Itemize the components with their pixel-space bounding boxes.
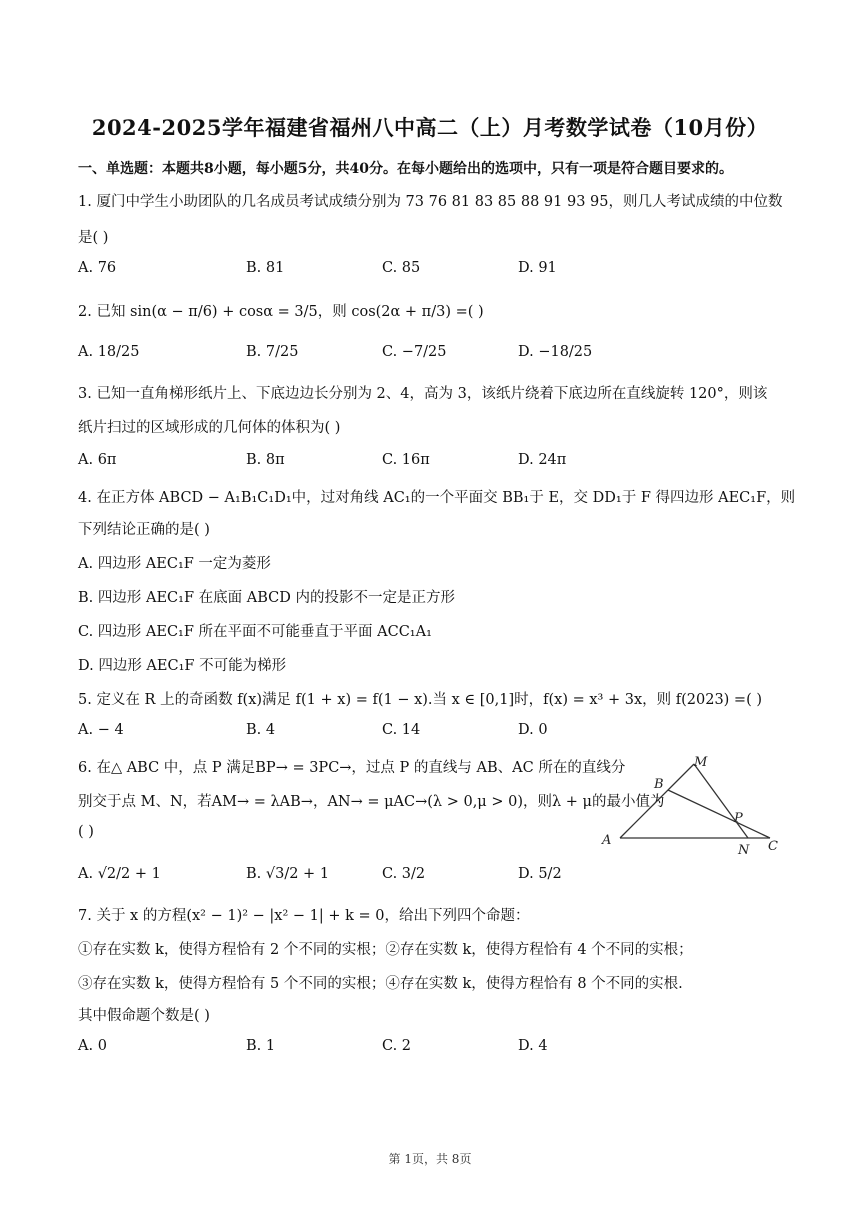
label-p: P: [734, 811, 743, 826]
question-7-option-c: C. 2: [382, 1038, 412, 1054]
question-4-option-c: C. 四边形 AEC₁F 所在平面不可能垂直于平面 ACC₁A₁: [78, 624, 432, 640]
question-4-text-cont: 下列结论正确的是( ): [78, 522, 210, 538]
question-4-option-d: D. 四边形 AEC₁F 不可能为梯形: [78, 658, 287, 674]
question-5-option-c: C. 14: [382, 722, 421, 738]
question-1-text: 1. 厦门中学生小助团队的几名成员考试成绩分别为 73 76 81 83 85 88 91 93 95，则几人考试成绩的中位数: [78, 194, 783, 210]
question-1-option-b: B. 81: [246, 260, 285, 276]
label-m: M: [694, 755, 708, 770]
question-1-option-c: C. 85: [382, 260, 421, 276]
question-1-option-d: D. 91: [518, 260, 557, 276]
question-7-proposition-3-4: ③存在实数 k，使得方程恰有 5 个不同的实根；④存在实数 k，使得方程恰有 8 个不同的实根.: [78, 976, 683, 992]
segment-mn: [694, 764, 748, 838]
question-6-text: 6. 在△ ABC 中，点 P 满足BP→ = 3PC→，过点 P 的直线与 AB、AC 所在的直线分: [78, 760, 626, 776]
question-2-option-c: C. −7/25: [382, 344, 447, 360]
page-footer: 第 1页，共 8页: [388, 1152, 472, 1166]
question-3-option-a: A. 6π: [78, 452, 117, 468]
label-a: A: [602, 833, 612, 848]
question-2-option-a: A. 18/25: [78, 344, 140, 360]
question-3-option-b: B. 8π: [246, 452, 285, 468]
question-2-text: 2. 已知 sin(α − π/6) + cosα = 3/5，则 cos(2α + π/3) =( ): [78, 304, 484, 320]
label-c: C: [768, 839, 778, 854]
question-2-option-b: B. 7/25: [246, 344, 299, 360]
question-5-option-a: A. − 4: [78, 722, 124, 738]
question-6-option-a: A. √2/2 + 1: [78, 866, 161, 882]
question-3-text-cont: 纸片扫过的区域形成的几何体的体积为( ): [78, 420, 341, 436]
segment-am: [620, 764, 694, 838]
question-5-option-d: D. 0: [518, 722, 548, 738]
question-6-text-cont2: ( ): [78, 824, 94, 840]
label-b: B: [654, 777, 664, 792]
question-6-text-cont: 别交于点 M、N，若AM→ = λAB→，AN→ = μAC→(λ > 0,μ > 0)，则λ + μ的最小值为: [78, 794, 665, 810]
question-1-text-cont: 是( ): [78, 230, 109, 246]
question-1-option-a: A. 76: [78, 260, 117, 276]
question-7-text: 7. 关于 x 的方程(x² − 1)² − |x² − 1| + k = 0，给出下列四个命题：: [78, 908, 530, 924]
question-7-proposition-1-2: ①存在实数 k，使得方程恰有 2 个不同的实根；②存在实数 k，使得方程恰有 4 个不同的实根；: [78, 942, 693, 958]
question-7-option-d: D. 4: [518, 1038, 548, 1054]
question-6-option-d: D. 5/2: [518, 866, 562, 882]
question-4-text: 4. 在正方体 ABCD − A₁B₁C₁D₁中，过对角线 AC₁的一个平面交 BB₁于 E，交 DD₁于 F 得四边形 AEC₁F，则: [78, 490, 796, 506]
page-title: 2024-2025学年福建省福州八中高二（上）月考数学试卷（10月份）: [91, 115, 769, 140]
label-n: N: [738, 843, 750, 858]
question-6-option-b: B. √3/2 + 1: [246, 866, 330, 882]
question-5-option-b: B. 4: [246, 722, 276, 738]
question-7-ask: 其中假命题个数是( ): [78, 1008, 210, 1024]
question-7-option-b: B. 1: [246, 1038, 276, 1054]
question-7-option-a: A. 0: [78, 1038, 107, 1054]
question-4-option-a: A. 四边形 AEC₁F 一定为菱形: [78, 556, 271, 572]
question-5-text: 5. 定义在 R 上的奇函数 f(x)满足 f(1 + x) = f(1 − x).当 x ∈ [0,1]时，f(x) = x³ + 3x，则 f(2023) =( ): [78, 692, 763, 708]
question-3-text: 3. 已知一直角梯形纸片上、下底边边长分别为 2、4，高为 3，该纸片绕着下底边所在直线旋转 120°，则该: [78, 386, 768, 402]
question-3-option-c: C. 16π: [382, 452, 430, 468]
triangle-figure: [598, 754, 784, 858]
question-3-option-d: D. 24π: [518, 452, 567, 468]
question-4-option-b: B. 四边形 AEC₁F 在底面 ABCD 内的投影不一定是正方形: [78, 590, 455, 606]
question-6-option-c: C. 3/2: [382, 866, 426, 882]
section-heading: 一、单选题：本题共8小题，每小题5分，共40分。在每小题给出的选项中，只有一项是符合题目要求的。: [78, 161, 733, 177]
question-2-option-d: D. −18/25: [518, 344, 593, 360]
